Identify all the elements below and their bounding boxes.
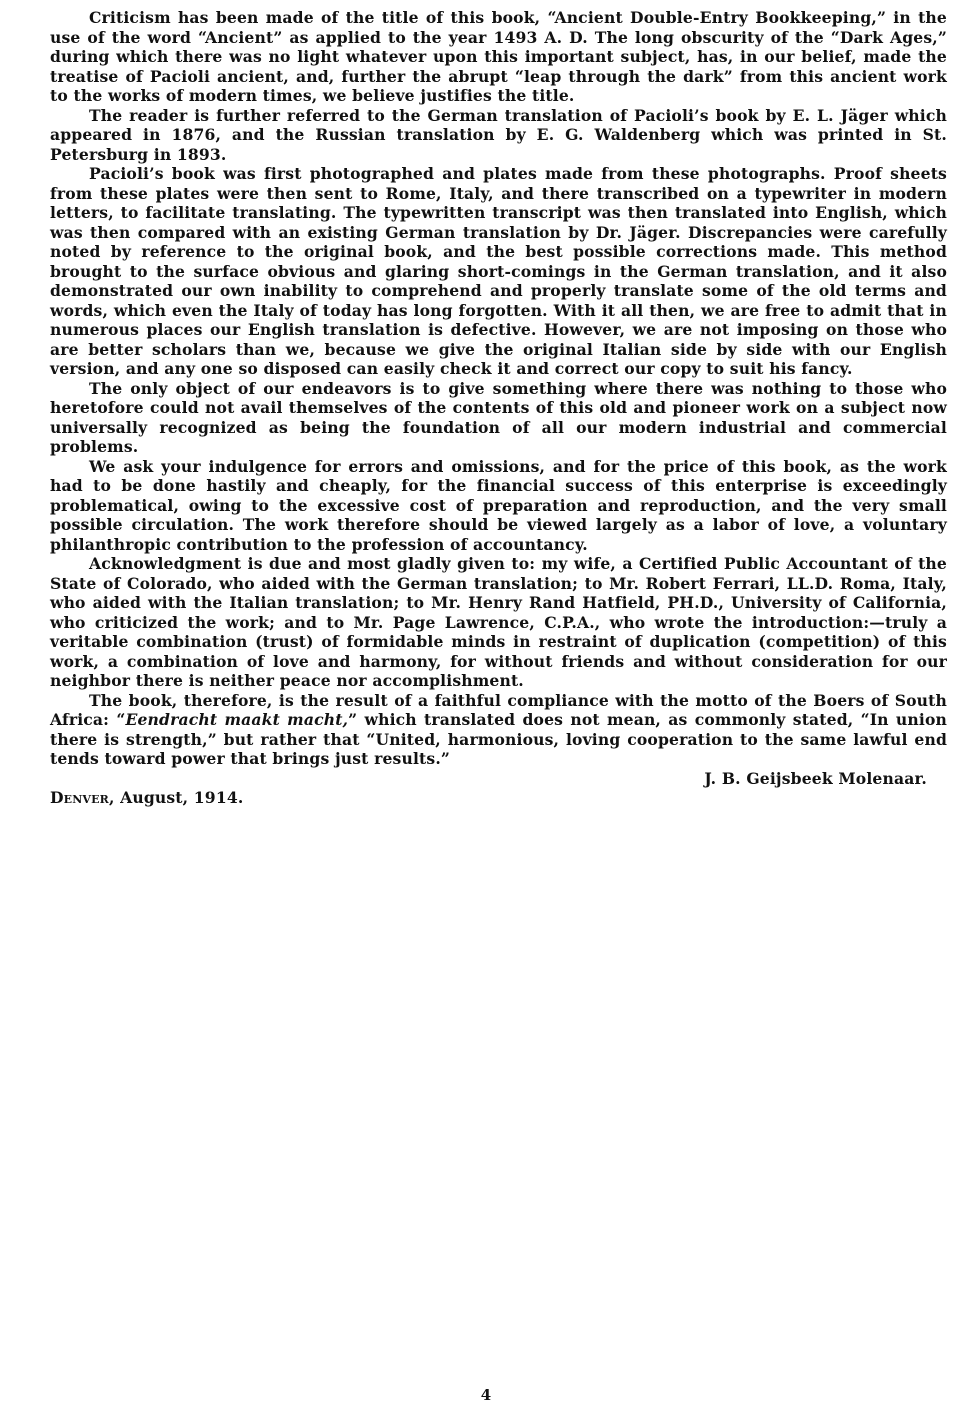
- paragraph-title-criticism: Criticism has been made of the title of this book, “Ancient Double-Entry Bookkeeping,” in the use of the word “Ancient” as applied to the year 1493 A. D. The long obscurity of the “Dark Ages,” during which there was no light whatever upon this important subject, has, in our belief, made the treatise of Pacioli ancient, and, further the abrupt “leap through the dark” from this ancient work to the works of modern times, we believe justifies the title.: [50, 8, 947, 105]
- paragraph-object: The only object of our endeavors is to give something where there was nothing to those who heretofore could not avail themselves of the contents of this old and pioneer work on a subject now universally recognized as being the foundation of all our modern industrial and commercial problems.: [50, 378, 947, 456]
- paragraph-acknowledgment: Acknowledgment is due and most gladly given to: my wife, a Certified Public Accountant of the State of Colorado, who aided with the German translation; to Mr. Robert Ferrari, LL.D. Roma, Italy, who aided with the Italian translation; to Mr. Henry Rand Hatfield, PH.D., University of California, who criticized the work; and to Mr. Page Lawrence, C.P.A., who wrote the introduction:—truly a veritable combination (trust) of formidable minds in restraint of duplication (competition) of this work, a combination of love and harmony, for without friends and without consideration for our neighbor there is neither peace nor accomplishment.: [50, 554, 947, 690]
- paragraph-motto: [50, 691, 947, 769]
- dateline-date: , August, 1914.: [108, 788, 244, 807]
- dateline: [50, 788, 947, 808]
- motto-intro: The book, therefore, is the result of a faithful compliance with the motto of the Boers of South Africa: “: [50, 690, 947, 729]
- paragraph-translations: The reader is further referred to the German translation of Pacioli’s book by E. L. Jäger which appeared in 1876, and the Russian translation by E. G. Waldenberg which was printed in St. Petersburg in 1893.: [50, 105, 947, 164]
- paragraph-indulgence: We ask your indulgence for errors and omissions, and for the price of this book, as the work had to be done hastily and cheaply, for the financial success of this enterprise is exceedingly problematical, owing to the excessive cost of preparation and reproduction, and the very small possible circulation. The work therefore should be viewed largely as a labor of love, a voluntary philanthropic contribution to the profession of accountancy.: [50, 456, 947, 554]
- paragraph-method: Pacioli’s book was first photographed and plates made from these photographs. Proof sheets from these plates were then sent to Rome, Italy, and there transcribed on a typewriter in modern letters, to facilitate translating. The typewritten transcript was then translated into English, which was then compared with an existing German translation by Dr. Jäger. Discrepancies were carefully noted by reference to the original book, and the best possible corrections made. This method brought to the surface obvious and glaring short-comings in the German translation, and it also demonstrated our own inability to comprehend and properly translate some of the old terms and words, which even the Italy of today has long forgotten. With it all then, we are free to admit that in numerous places our English translation is defective. However, we are not imposing on those who are better scholars than we, because we give the original Italian side by side with our English version, and any one so disposed can easily check it and correct our copy to suit his fancy.: [50, 164, 947, 378]
- motto-italic: Eendracht maakt macht,: [125, 710, 349, 729]
- motto-rest: ” which translated does not mean, as commonly stated, “In union there is strength,” but rather that “United, harmonious, loving cooperation to the same lawful end tends toward power that brings just results.”: [50, 710, 947, 768]
- page-number: 4: [480, 1386, 492, 1404]
- preface-text: [50, 8, 947, 808]
- author-signature: J. B. Geijsbeek Molenaar.: [704, 768, 927, 788]
- dateline-place: Denver: [50, 788, 109, 807]
